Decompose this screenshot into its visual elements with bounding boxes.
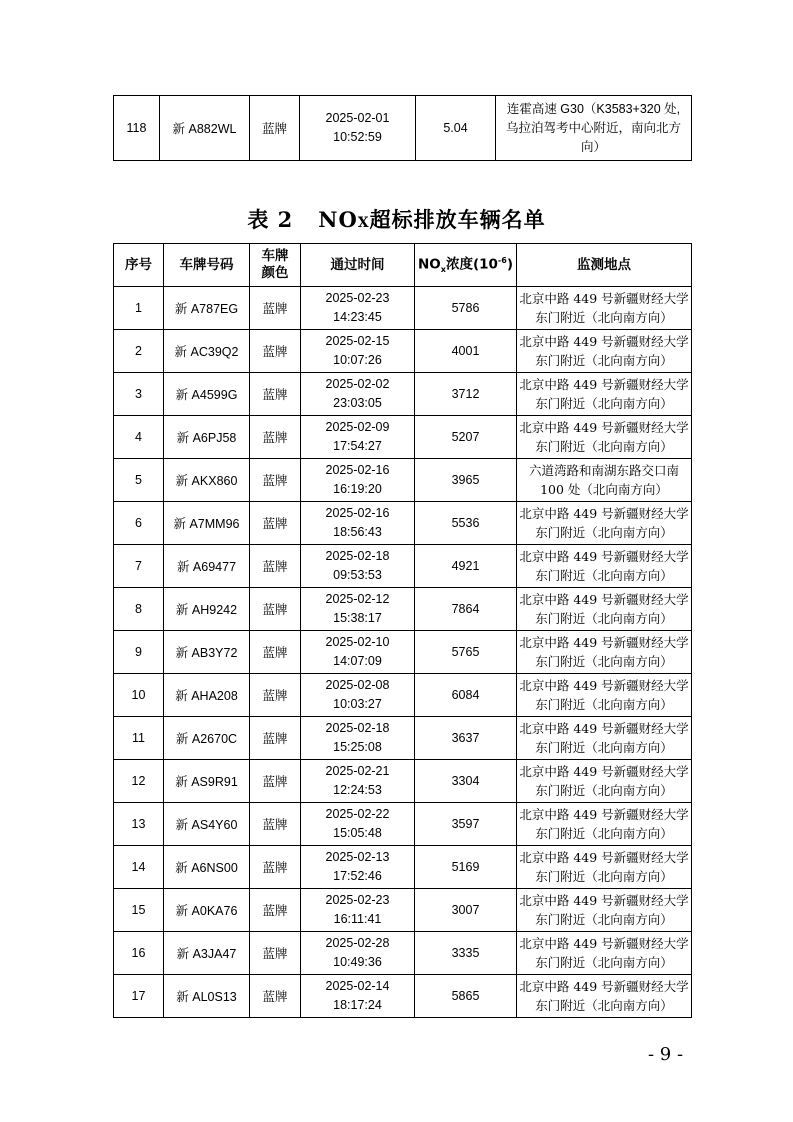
header-location: 监测地点 xyxy=(517,244,692,287)
location-line: 东门附近（北向南方向） xyxy=(535,955,673,970)
plate-number: 新 A6NS00 xyxy=(164,846,250,889)
nox-concentration: 5169 xyxy=(415,846,517,889)
location-line: 东门附近（北向南方向） xyxy=(535,396,673,411)
table-title-suffix: 超标排放车辆名单 xyxy=(369,207,546,232)
plate-number: 新 AS9R91 xyxy=(164,760,250,803)
table-title xyxy=(0,204,793,234)
location-line: 东门附近（北向南方向） xyxy=(535,697,673,712)
pass-clock: 15:05:48 xyxy=(333,826,382,840)
location-line: 东门附近（北向南方向） xyxy=(535,740,673,755)
pass-clock: 18:17:24 xyxy=(333,998,382,1012)
table-row xyxy=(114,459,692,502)
plate-number: 新 AL0S13 xyxy=(164,975,250,1018)
plate-number: 新 AKX860 xyxy=(164,459,250,502)
header-time: 通过时间 xyxy=(301,244,415,287)
location-line: 北京中路 449 号新疆财经大学 xyxy=(519,549,689,564)
pass-date: 2025-02-08 xyxy=(325,678,390,692)
plate-number: 新 A882WL xyxy=(160,96,250,161)
table-row xyxy=(114,975,692,1018)
pass-date: 2025-02-23 xyxy=(325,893,390,907)
table-row xyxy=(114,932,692,975)
row-number: 15 xyxy=(114,889,164,932)
location-line: 六道湾路和南湖东路交口南 xyxy=(528,463,679,478)
table-row xyxy=(114,416,692,459)
location-line: 东门附近（北向南方向） xyxy=(535,611,673,626)
pass-date: 2025-02-12 xyxy=(325,592,390,606)
location-line: 100 处（北向南方向） xyxy=(540,482,668,497)
location-line: 北京中路 449 号新疆财经大学 xyxy=(519,936,689,951)
pass-time xyxy=(301,459,415,502)
monitoring-location xyxy=(517,631,692,674)
pass-clock: 16:19:20 xyxy=(333,482,382,496)
plate-color: 蓝牌 xyxy=(250,760,301,803)
pass-date: 2025-02-10 xyxy=(325,635,390,649)
monitoring-location xyxy=(517,330,692,373)
nox-concentration: 4001 xyxy=(415,330,517,373)
plate-number: 新 A7MM96 xyxy=(164,502,250,545)
row-number: 11 xyxy=(114,717,164,760)
pass-time xyxy=(301,545,415,588)
pass-clock: 23:03:05 xyxy=(333,396,382,410)
location-line: 东门附近（北向南方向） xyxy=(535,439,673,454)
plate-color: 蓝牌 xyxy=(250,846,301,889)
plate-color: 蓝牌 xyxy=(250,373,301,416)
page-number: - 9 - xyxy=(648,1044,684,1065)
pass-time xyxy=(301,803,415,846)
pass-date: 2025-02-18 xyxy=(325,721,390,735)
location-line: 北京中路 449 号新疆财经大学 xyxy=(519,807,689,822)
plate-number: 新 AB3Y72 xyxy=(164,631,250,674)
monitoring-location xyxy=(517,502,692,545)
plate-number: 新 A2670C xyxy=(164,717,250,760)
plate-color: 蓝牌 xyxy=(250,717,301,760)
location-line: 东门附近（北向南方向） xyxy=(535,998,673,1013)
monitoring-location xyxy=(496,96,692,161)
location-line: 东门附近（北向南方向） xyxy=(535,568,673,583)
pass-clock: 10:03:27 xyxy=(333,697,382,711)
header-color: 车牌 颜色 xyxy=(250,244,301,287)
table-row xyxy=(114,846,692,889)
pass-time xyxy=(301,416,415,459)
plate-number: 新 AC39Q2 xyxy=(164,330,250,373)
nox-concentration: 3007 xyxy=(415,889,517,932)
monitoring-location xyxy=(517,545,692,588)
pass-date: 2025-02-14 xyxy=(325,979,390,993)
plate-number: 新 A69477 xyxy=(164,545,250,588)
pass-clock: 14:07:09 xyxy=(333,654,382,668)
plate-number: 新 A6PJ58 xyxy=(164,416,250,459)
table-row xyxy=(114,803,692,846)
location-line: 向） xyxy=(580,139,606,154)
location-line: 北京中路 449 号新疆财经大学 xyxy=(519,764,689,779)
pass-time xyxy=(301,588,415,631)
table-row xyxy=(114,373,692,416)
pass-date: 2025-02-28 xyxy=(325,936,390,950)
pass-clock: 15:25:08 xyxy=(333,740,382,754)
plate-color: 蓝牌 xyxy=(250,330,301,373)
nox-concentration: 4921 xyxy=(415,545,517,588)
location-line: 北京中路 449 号新疆财经大学 xyxy=(519,420,689,435)
pass-date: 2025-02-02 xyxy=(325,377,390,391)
header-concentration: $NO_x$浓度$(10^{-6})$ xyxy=(415,244,517,287)
monitoring-location xyxy=(517,975,692,1018)
plate-color: 蓝牌 xyxy=(250,889,301,932)
row-number: 16 xyxy=(114,932,164,975)
monitoring-location xyxy=(517,373,692,416)
row-number: 14 xyxy=(114,846,164,889)
row-number: 13 xyxy=(114,803,164,846)
pass-time xyxy=(300,96,416,161)
pass-time xyxy=(301,889,415,932)
table-row xyxy=(114,588,692,631)
pass-time xyxy=(301,502,415,545)
plate-number: 新 A4599G xyxy=(164,373,250,416)
monitoring-location xyxy=(517,803,692,846)
pass-clock: 17:54:27 xyxy=(333,439,382,453)
pass-clock: 10:49:36 xyxy=(333,955,382,969)
pass-clock: 12:24:53 xyxy=(333,783,382,797)
monitoring-location xyxy=(517,717,692,760)
location-line: 东门附近（北向南方向） xyxy=(535,310,673,325)
pass-clock: 15:38:17 xyxy=(333,611,382,625)
pass-time xyxy=(301,932,415,975)
plate-color: 蓝牌 xyxy=(250,502,301,545)
plate-number: 新 A787EG xyxy=(164,287,250,330)
pass-time xyxy=(301,287,415,330)
plate-color: 蓝牌 xyxy=(250,631,301,674)
monitoring-location xyxy=(517,588,692,631)
row-number: 5 xyxy=(114,459,164,502)
pass-date: 2025-02-18 xyxy=(325,549,390,563)
pass-time xyxy=(301,760,415,803)
nox-concentration: 3597 xyxy=(415,803,517,846)
measured-value: 5.04 xyxy=(416,96,496,161)
pass-time xyxy=(301,975,415,1018)
pass-date: 2025-02-23 xyxy=(325,291,390,305)
monitoring-location xyxy=(517,760,692,803)
row-number: 6 xyxy=(114,502,164,545)
plate-color: 蓝牌 xyxy=(250,803,301,846)
row-number: 10 xyxy=(114,674,164,717)
pass-date: 2025-02-21 xyxy=(325,764,390,778)
row-number: 2 xyxy=(114,330,164,373)
row-number: 9 xyxy=(114,631,164,674)
pass-clock: 10:07:26 xyxy=(333,353,382,367)
plate-color: 蓝牌 xyxy=(250,287,301,330)
location-line: 东门附近（北向南方向） xyxy=(535,654,673,669)
nox-concentration: 5765 xyxy=(415,631,517,674)
monitoring-location xyxy=(517,459,692,502)
nox-concentration: 5207 xyxy=(415,416,517,459)
pass-time xyxy=(301,631,415,674)
pass-clock: 17:52:46 xyxy=(333,869,382,883)
previous-table-fragment xyxy=(113,95,692,161)
pass-clock: 14:23:45 xyxy=(333,310,382,324)
plate-color: 蓝牌 xyxy=(250,588,301,631)
row-number: 7 xyxy=(114,545,164,588)
pass-date: 2025-02-09 xyxy=(325,420,390,434)
plate-number: 新 A3JA47 xyxy=(164,932,250,975)
nox-concentration: 6084 xyxy=(415,674,517,717)
monitoring-location xyxy=(517,674,692,717)
plate-color: 蓝牌 xyxy=(250,932,301,975)
row-number: 17 xyxy=(114,975,164,1018)
header-no: 序号 xyxy=(114,244,164,287)
location-line: 北京中路 449 号新疆财经大学 xyxy=(519,850,689,865)
nox-concentration: 3965 xyxy=(415,459,517,502)
location-line: 北京中路 449 号新疆财经大学 xyxy=(519,291,689,306)
table-row xyxy=(114,717,692,760)
pass-date: 2025-02-15 xyxy=(325,334,390,348)
nox-concentration: 3304 xyxy=(415,760,517,803)
table-row xyxy=(114,502,692,545)
monitoring-location xyxy=(517,932,692,975)
pass-clock: 09:53:53 xyxy=(333,568,382,582)
pass-time xyxy=(301,674,415,717)
location-line: 北京中路 449 号新疆财经大学 xyxy=(519,506,689,521)
header-plate: 车牌号码 xyxy=(164,244,250,287)
nox-exceedance-table xyxy=(113,243,692,1018)
nox-concentration: 3637 xyxy=(415,717,517,760)
table-row xyxy=(114,760,692,803)
location-line: 北京中路 449 号新疆财经大学 xyxy=(519,678,689,693)
nox-concentration: 3335 xyxy=(415,932,517,975)
table-row xyxy=(114,330,692,373)
plate-color: 蓝牌 xyxy=(250,96,300,161)
pass-time xyxy=(301,717,415,760)
pass-time xyxy=(301,373,415,416)
row-number: 12 xyxy=(114,760,164,803)
pass-date: 2025-02-16 xyxy=(325,506,390,520)
pass-clock: 18:56:43 xyxy=(333,525,382,539)
table-title-nox: NOX xyxy=(318,207,370,232)
plate-number: 新 AHA208 xyxy=(164,674,250,717)
table-title-prefix: 表 2 xyxy=(247,207,294,232)
row-number: 3 xyxy=(114,373,164,416)
pass-time xyxy=(301,330,415,373)
pass-time xyxy=(301,846,415,889)
plate-color: 蓝牌 xyxy=(250,545,301,588)
row-number: 1 xyxy=(114,287,164,330)
table-row xyxy=(114,631,692,674)
plate-color: 蓝牌 xyxy=(250,416,301,459)
pass-date: 2025-02-13 xyxy=(325,850,390,864)
location-line: 东门附近（北向南方向） xyxy=(535,525,673,540)
location-line: 北京中路 449 号新疆财经大学 xyxy=(519,334,689,349)
table-header-row xyxy=(114,244,692,287)
nox-concentration: 5865 xyxy=(415,975,517,1018)
location-line: 东门附近（北向南方向） xyxy=(535,783,673,798)
monitoring-location xyxy=(517,416,692,459)
location-line: 北京中路 449 号新疆财经大学 xyxy=(519,377,689,392)
location-line: 东门附近（北向南方向） xyxy=(535,912,673,927)
table-row xyxy=(114,674,692,717)
plate-color: 蓝牌 xyxy=(250,459,301,502)
plate-number: 新 A0KA76 xyxy=(164,889,250,932)
plate-color: 蓝牌 xyxy=(250,975,301,1018)
pass-date: 2025-02-01 xyxy=(325,111,390,125)
pass-date: 2025-02-16 xyxy=(325,463,390,477)
monitoring-location xyxy=(517,889,692,932)
table-row xyxy=(114,287,692,330)
location-line: 北京中路 449 号新疆财经大学 xyxy=(519,721,689,736)
location-line: 北京中路 449 号新疆财经大学 xyxy=(519,592,689,607)
location-line: 北京中路 449 号新疆财经大学 xyxy=(519,893,689,908)
table-row xyxy=(114,545,692,588)
table-row xyxy=(114,889,692,932)
plate-color: 蓝牌 xyxy=(250,674,301,717)
location-line: 乌拉泊驾考中心附近，南向北方 xyxy=(505,120,681,135)
monitoring-location xyxy=(517,846,692,889)
monitoring-location xyxy=(517,287,692,330)
pass-clock: 10:52:59 xyxy=(333,130,382,144)
location-line: 连霍高速 G30（K3583+320 处, xyxy=(506,101,681,116)
nox-concentration: 5786 xyxy=(415,287,517,330)
table-row xyxy=(114,96,692,161)
row-number: 118 xyxy=(114,96,160,161)
row-number: 4 xyxy=(114,416,164,459)
pass-clock: 16:11:41 xyxy=(333,912,382,926)
location-line: 东门附近（北向南方向） xyxy=(535,353,673,368)
pass-date: 2025-02-22 xyxy=(325,807,390,821)
location-line: 北京中路 449 号新疆财经大学 xyxy=(519,635,689,650)
location-line: 东门附近（北向南方向） xyxy=(535,869,673,884)
nox-concentration: 7864 xyxy=(415,588,517,631)
nox-concentration: 5536 xyxy=(415,502,517,545)
location-line: 北京中路 449 号新疆财经大学 xyxy=(519,979,689,994)
plate-number: 新 AH9242 xyxy=(164,588,250,631)
plate-number: 新 AS4Y60 xyxy=(164,803,250,846)
row-number: 8 xyxy=(114,588,164,631)
nox-concentration: 3712 xyxy=(415,373,517,416)
location-line: 东门附近（北向南方向） xyxy=(535,826,673,841)
